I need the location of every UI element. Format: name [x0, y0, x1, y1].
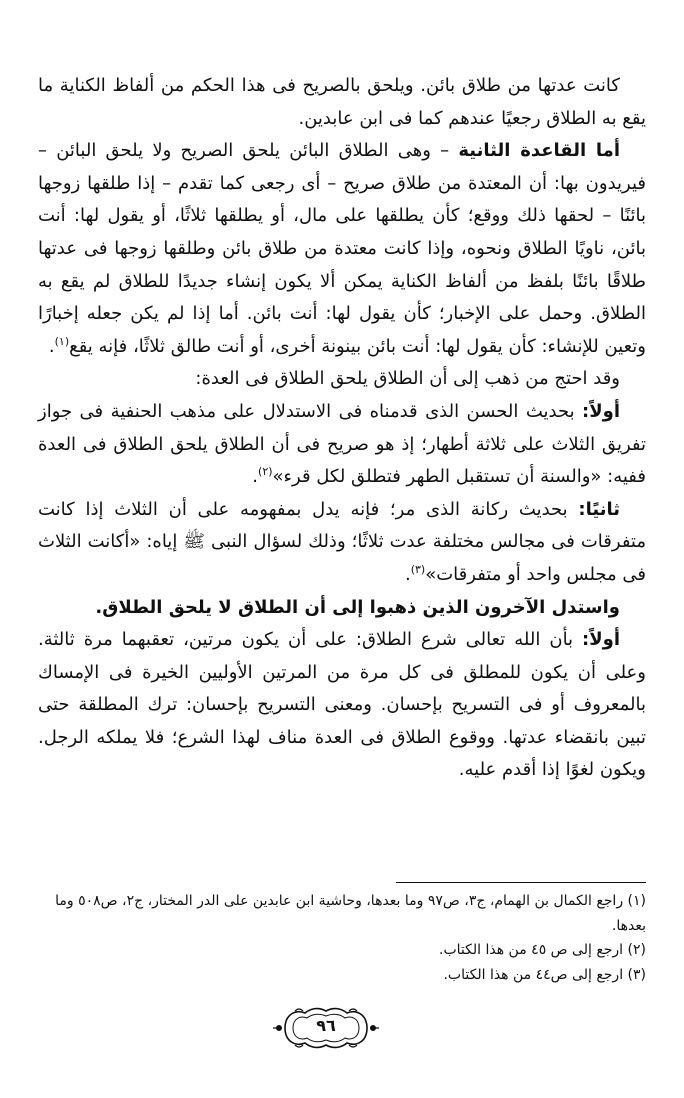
footnote-ref-2[interactable]: (٢) [258, 465, 273, 479]
section-heading [38, 592, 646, 625]
main-text [38, 70, 646, 787]
paragraph-1 [38, 70, 646, 135]
paragraph-text: كانت عدتها من طلاق بائن. ويلحق بالصريح فى هذا الحكم من ألفاظ الكناية ما يقع به الطلاق رجعيًا عندهم كما فى ابن عابدين. [38, 75, 646, 129]
footnote-1: (١) راجع الكمال بن الهمام، ج٣، ص٩٧ وما بعدها، وحاشية ابن عابدين على الدر المختار، ج٢، ص٥٠٨ وما بعدها. [55, 893, 646, 934]
footnote-ref-3[interactable]: (٣) [410, 562, 426, 576]
paragraph-2 [38, 135, 646, 363]
paragraph-3 [38, 363, 646, 396]
paragraph-4 [38, 396, 646, 494]
page-body [38, 70, 646, 787]
footnote-2: (٢) ارجع إلى ص ٤٥ من هذا الكتاب. [439, 942, 646, 958]
paragraph-lead: ثانيًا: [578, 498, 620, 520]
paragraph-5 [38, 494, 646, 592]
paragraph-text: بأن الله تعالى شرع الطلاق: على أن يكون مرتين، تعقبهما مرة ثالثة. وعلى أن يكون للمطلق فى كل مرة من المرتين الأوليين الخيرة فى الإمساك بالمعروف أو فى التسريح بإحسان. ومعنى التسريح بإحسان: ترك المطلقة حتى تبين بانقضاء عدتها. ووقوع الطلاق فى العدة مناف لهذا الشرع؛ فلا يملكه الرجل. ويكون لغوًا إذا أقدم عليه. [38, 629, 646, 781]
page-number-frame [271, 1005, 381, 1051]
paragraph-lead: أولاً: [582, 400, 620, 422]
paragraph-end: . [404, 563, 411, 585]
footnote-divider [396, 882, 646, 883]
page-number: ٩٦ [316, 1016, 336, 1035]
paragraph-7 [38, 624, 646, 787]
paragraph-end: . [48, 335, 55, 357]
paragraph-end: . [252, 466, 259, 488]
footnote-ref-1[interactable]: (١) [54, 334, 70, 348]
paragraph-text: بحديث ركانة الذى مر؛ فإنه يدل بمفهومه على أن الثلاث إذا كانت متفرقات فى مجالس مختلفة عدت ثلاثًا؛ وذلك لسؤال النبى ﷺ إياه: «أكانت الثلاث فى مجلس واحد أو متفرقات» [38, 498, 646, 585]
heading-text: واستدل الآخرون الذين ذهبوا إلى أن الطلاق لا يلحق الطلاق. [95, 596, 620, 618]
footnote-3: (٣) ارجع إلى ص٤٤ من هذا الكتاب. [443, 966, 646, 983]
paragraph-lead: أما القاعدة الثانية [458, 140, 620, 162]
paragraph-text: – وهى الطلاق البائن يلحق الصريح ولا يلحق البائن – فيريدون بها: أن المعتدة من طلاق صريح – أى رجعى كما تقدم – إذا طلقها زوجها بائنًا – لحقها ذلك ووقع؛ كأن يطلقها على مال، أو يطلقها ثلاثًا، أو يقول لها: أنت بائن، ناويًا الطلاق ونحوه، وإذا كانت معتدة من طلاق بائن وطلقها زوجها فى عدتها طلاقًا بائنًا بلفظ من ألفاظ الكناية يمكن ألا يكون إنشاء جديدًا للطلاق لم يقع به الطلاق. وحمل على الإخبار؛ كأن يقول لها: أنت بائن. أما إذا لم يكن جعله إخبارًا وتعين للإنشاء: كأن يقول لها: أنت بائن بينونة أخرى، أو أنت طالق ثلاثًا، فإنه يقع [38, 140, 646, 357]
footnotes [38, 882, 646, 987]
paragraph-text: بحديث الحسن الذى قدمناه فى الاستدلال على مذهب الحنفية فى جواز تفريق الثلاث على ثلاثة أطهار؛ إذ هو صريح فى أن الطلاق يلحق الطلاق فى العدة ففيه: «والسنة أن تستقبل الطهر فتطلق لكل قرء» [38, 400, 646, 488]
paragraph-text: وقد احتج من ذهب إلى أن الطلاق يلحق الطلاق فى العدة: [195, 368, 620, 390]
paragraph-lead: أولاً: [582, 629, 620, 651]
